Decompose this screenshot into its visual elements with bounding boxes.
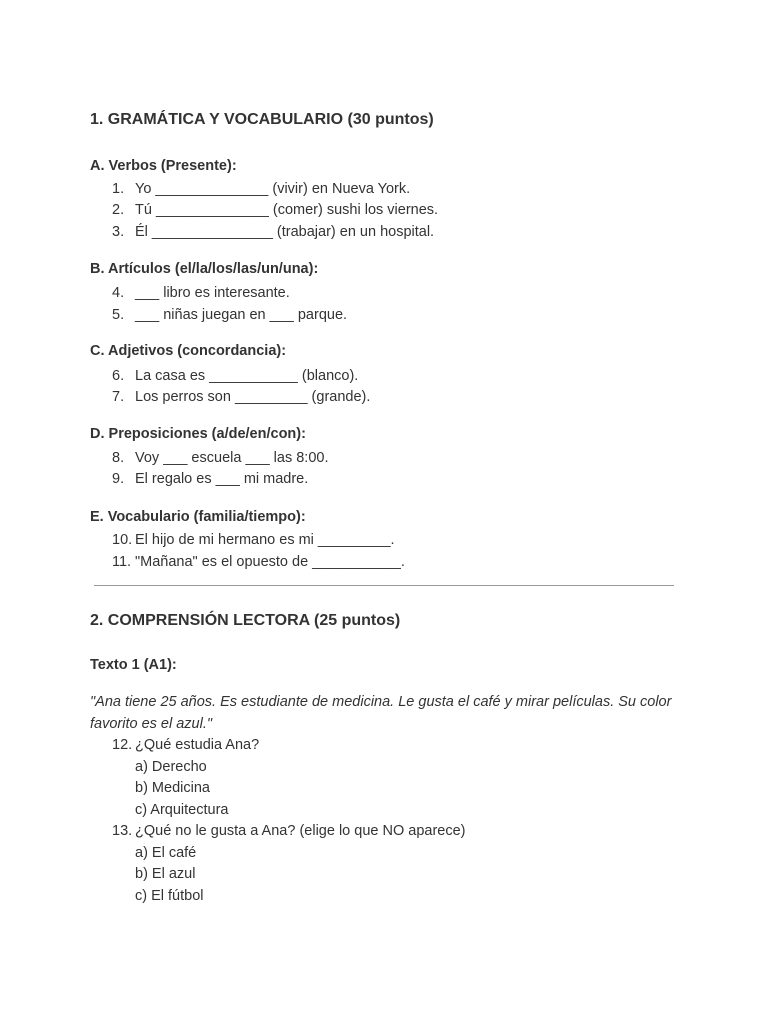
section-2-title: 2. COMPRENSIÓN LECTORA (25 puntos) — [90, 612, 401, 629]
item-number: 13. — [112, 823, 133, 839]
list-item — [112, 530, 395, 551]
answer-option: b) Medicina — [135, 780, 210, 796]
item-number: 7. — [112, 389, 125, 405]
item-number: 3. — [112, 224, 125, 240]
section-divider — [94, 585, 674, 586]
list-item — [112, 448, 328, 469]
list-item — [112, 179, 410, 200]
item-number: 2. — [112, 202, 125, 218]
item-text: Yo ______________ (vivir) en Nueva York. — [135, 181, 411, 197]
item-number: 10. — [112, 532, 133, 548]
item-text: ___ libro es interesante. — [135, 285, 290, 301]
item-text: El hijo de mi hermano es mi _________. — [135, 532, 395, 548]
item-number: 1. — [112, 181, 125, 197]
question-item — [112, 821, 465, 842]
reading-passage: "Ana tiene 25 años. Es estudiante de medicina. Le gusta el café y mirar películas. Su color favorito es el azul." — [90, 694, 672, 732]
item-text: La casa es ___________ (blanco). — [135, 368, 359, 384]
group-c-heading: C. Adjetivos (concordancia): — [90, 343, 287, 359]
item-number: 4. — [112, 285, 125, 301]
list-item — [112, 305, 347, 326]
question-text: ¿Qué estudia Ana? — [135, 737, 260, 753]
question-item — [112, 735, 259, 756]
group-d-heading: D. Preposiciones (a/de/en/con): — [90, 426, 306, 442]
item-number: 9. — [112, 471, 125, 487]
item-text: Los perros son _________ (grande). — [135, 389, 371, 405]
list-item — [112, 469, 308, 490]
answer-option: b) El azul — [135, 866, 196, 882]
group-b-heading: B. Artículos (el/la/los/las/un/una): — [90, 261, 319, 277]
item-text: "Mañana" es el opuesto de ___________. — [135, 554, 405, 570]
answer-option: a) Derecho — [135, 759, 207, 775]
group-a-heading: A. Verbos (Presente): — [90, 158, 237, 174]
item-number: 6. — [112, 368, 125, 384]
list-item — [112, 200, 438, 221]
answer-option: a) El café — [135, 845, 197, 861]
item-text: Tú ______________ (comer) sushi los viernes. — [135, 202, 439, 218]
item-text: El regalo es ___ mi madre. — [135, 471, 309, 487]
item-number: 12. — [112, 737, 133, 753]
list-item — [112, 387, 370, 408]
list-item — [112, 283, 290, 304]
section-1-title: 1. GRAMÁTICA Y VOCABULARIO (30 puntos) — [90, 111, 434, 128]
item-text: ___ niñas juegan en ___ parque. — [135, 307, 348, 323]
group-e-heading: E. Vocabulario (familia/tiempo): — [90, 509, 306, 525]
item-text: Él _______________ (trabajar) en un hospital. — [135, 224, 435, 240]
list-item — [112, 366, 358, 387]
item-number: 8. — [112, 450, 125, 466]
answer-option: c) El fútbol — [135, 888, 204, 904]
list-item — [112, 552, 405, 573]
item-number: 5. — [112, 307, 125, 323]
item-text: Voy ___ escuela ___ las 8:00. — [135, 450, 329, 466]
item-number: 11. — [112, 554, 132, 570]
question-text: ¿Qué no le gusta a Ana? (elige lo que NO aparece) — [135, 823, 466, 839]
text-1-heading: Texto 1 (A1): — [90, 657, 177, 673]
answer-option: c) Arquitectura — [135, 802, 229, 818]
list-item — [112, 222, 434, 243]
